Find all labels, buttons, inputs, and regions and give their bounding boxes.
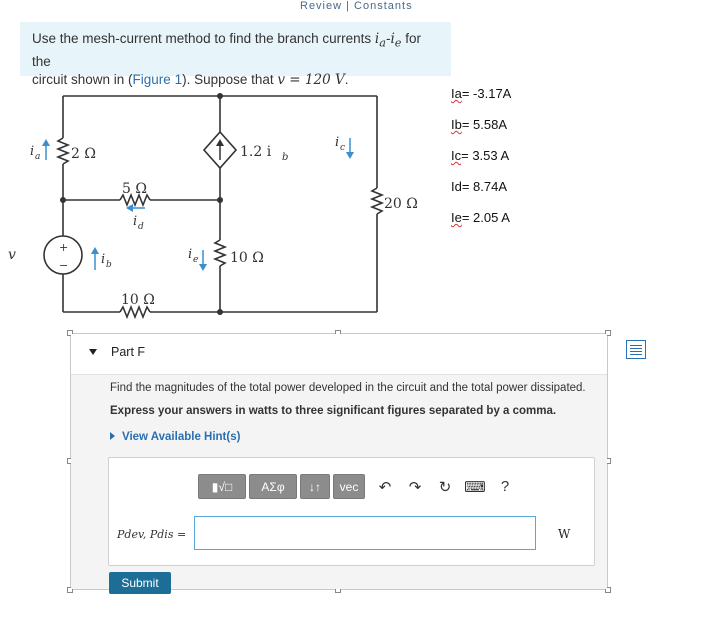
reset-icon[interactable]: ↻: [438, 478, 452, 496]
answer-value: = 3.53 A: [461, 148, 510, 163]
problem-statement: Use the mesh-current method to find the branch currents $i_a-i_e$ for the circuit shown in (Figure 1). Suppose that v = 120 V.: [20, 22, 451, 76]
hint-label: View Available Hint(s): [122, 431, 241, 443]
answer-value: Id= 8.74A: [451, 179, 508, 194]
part-question: Find the magnitudes of the total power developed in the circuit and the total power dissipated.: [110, 382, 586, 394]
period: .: [344, 71, 349, 87]
label-r-2ohm: 2 Ω: [71, 146, 96, 162]
templates-button[interactable]: ▮√□: [198, 474, 246, 499]
voltage-value: v = 120 V: [277, 71, 345, 88]
label-id-sub: d: [138, 222, 144, 232]
source-plus: +: [59, 241, 69, 254]
answer-value: = 5.58A: [461, 117, 508, 132]
label-id: i: [133, 214, 138, 229]
answer-id: [451, 179, 511, 210]
label-ic-sub: c: [340, 143, 346, 153]
problem-text-3: circuit shown in (: [32, 71, 133, 87]
math-sub-a: a: [379, 36, 386, 50]
answer-label: Ie: [451, 210, 462, 225]
answer-value: = 2.05 A: [461, 210, 510, 225]
label-ib-sub: b: [106, 260, 112, 270]
label-r-10ohm-bottom: 10 Ω: [121, 292, 155, 308]
label-ia-sub: a: [35, 152, 41, 162]
keyboard-icon[interactable]: ⌨: [464, 478, 486, 496]
undo-icon[interactable]: ↶: [378, 478, 392, 496]
answer-ib: [451, 117, 511, 148]
label-r-5ohm: 5 Ω: [122, 181, 147, 197]
part-title: Part F: [111, 345, 146, 359]
label-ia: i: [30, 144, 35, 159]
document-icon[interactable]: [626, 340, 646, 359]
label-source-v: v: [8, 247, 16, 263]
answer-label: Ic: [451, 148, 462, 163]
answer-label: Ia: [451, 86, 462, 101]
label-ie-sub: e: [193, 255, 199, 265]
figure-link[interactable]: Figure 1: [132, 71, 183, 87]
arrows-button[interactable]: ↓↑: [300, 474, 330, 499]
submit-button[interactable]: Submit: [109, 572, 171, 594]
part-instruction: Express your answers in watts to three significant figures separated by a comma.: [110, 405, 557, 417]
label-dep-source: 1.2 i: [240, 144, 272, 160]
math-i: i: [374, 31, 380, 47]
vec-button[interactable]: vec: [333, 474, 365, 499]
label-r-20ohm: 20 Ω: [384, 196, 418, 212]
redo-icon[interactable]: ↷: [408, 478, 422, 496]
label-ib: i: [101, 252, 106, 267]
greek-button[interactable]: ΑΣφ: [249, 474, 297, 499]
collapse-triangle-icon[interactable]: [89, 349, 97, 355]
label-ie: i: [188, 247, 193, 262]
problem-text-1: Use the mesh-current method to find the branch currents: [32, 31, 375, 46]
label-r-10ohm-mid: 10 Ω: [230, 250, 264, 266]
help-icon[interactable]: ?: [500, 478, 510, 495]
hint-link[interactable]: [110, 431, 240, 443]
math-dash: -: [385, 31, 391, 46]
math-sub-e: e: [394, 36, 402, 50]
math-toolbar: [198, 474, 518, 499]
header-tabs[interactable]: [300, 0, 413, 12]
part-header[interactable]: [71, 334, 607, 375]
unit-label: W: [558, 527, 571, 541]
header-tabs-text[interactable]: Review | Constants: [300, 0, 413, 12]
answer-label: Pdev, Pdis =: [117, 528, 187, 541]
answer-input[interactable]: [194, 516, 536, 550]
expand-triangle-icon: [110, 432, 115, 440]
problem-text-4: ). Suppose that: [182, 71, 278, 87]
answer-ic: [451, 148, 511, 179]
label-ic: i: [335, 135, 340, 150]
answer-notes: [451, 86, 511, 241]
answer-label: Ib: [451, 117, 462, 132]
answer-value: = -3.17A: [461, 86, 512, 101]
label-dep-sub: b: [282, 152, 289, 163]
source-minus: −: [59, 259, 69, 272]
answer-ie: [451, 210, 511, 241]
problem-text-2: for the: [32, 31, 421, 69]
answer-ia: [451, 86, 511, 117]
circuit-diagram: [0, 80, 450, 330]
